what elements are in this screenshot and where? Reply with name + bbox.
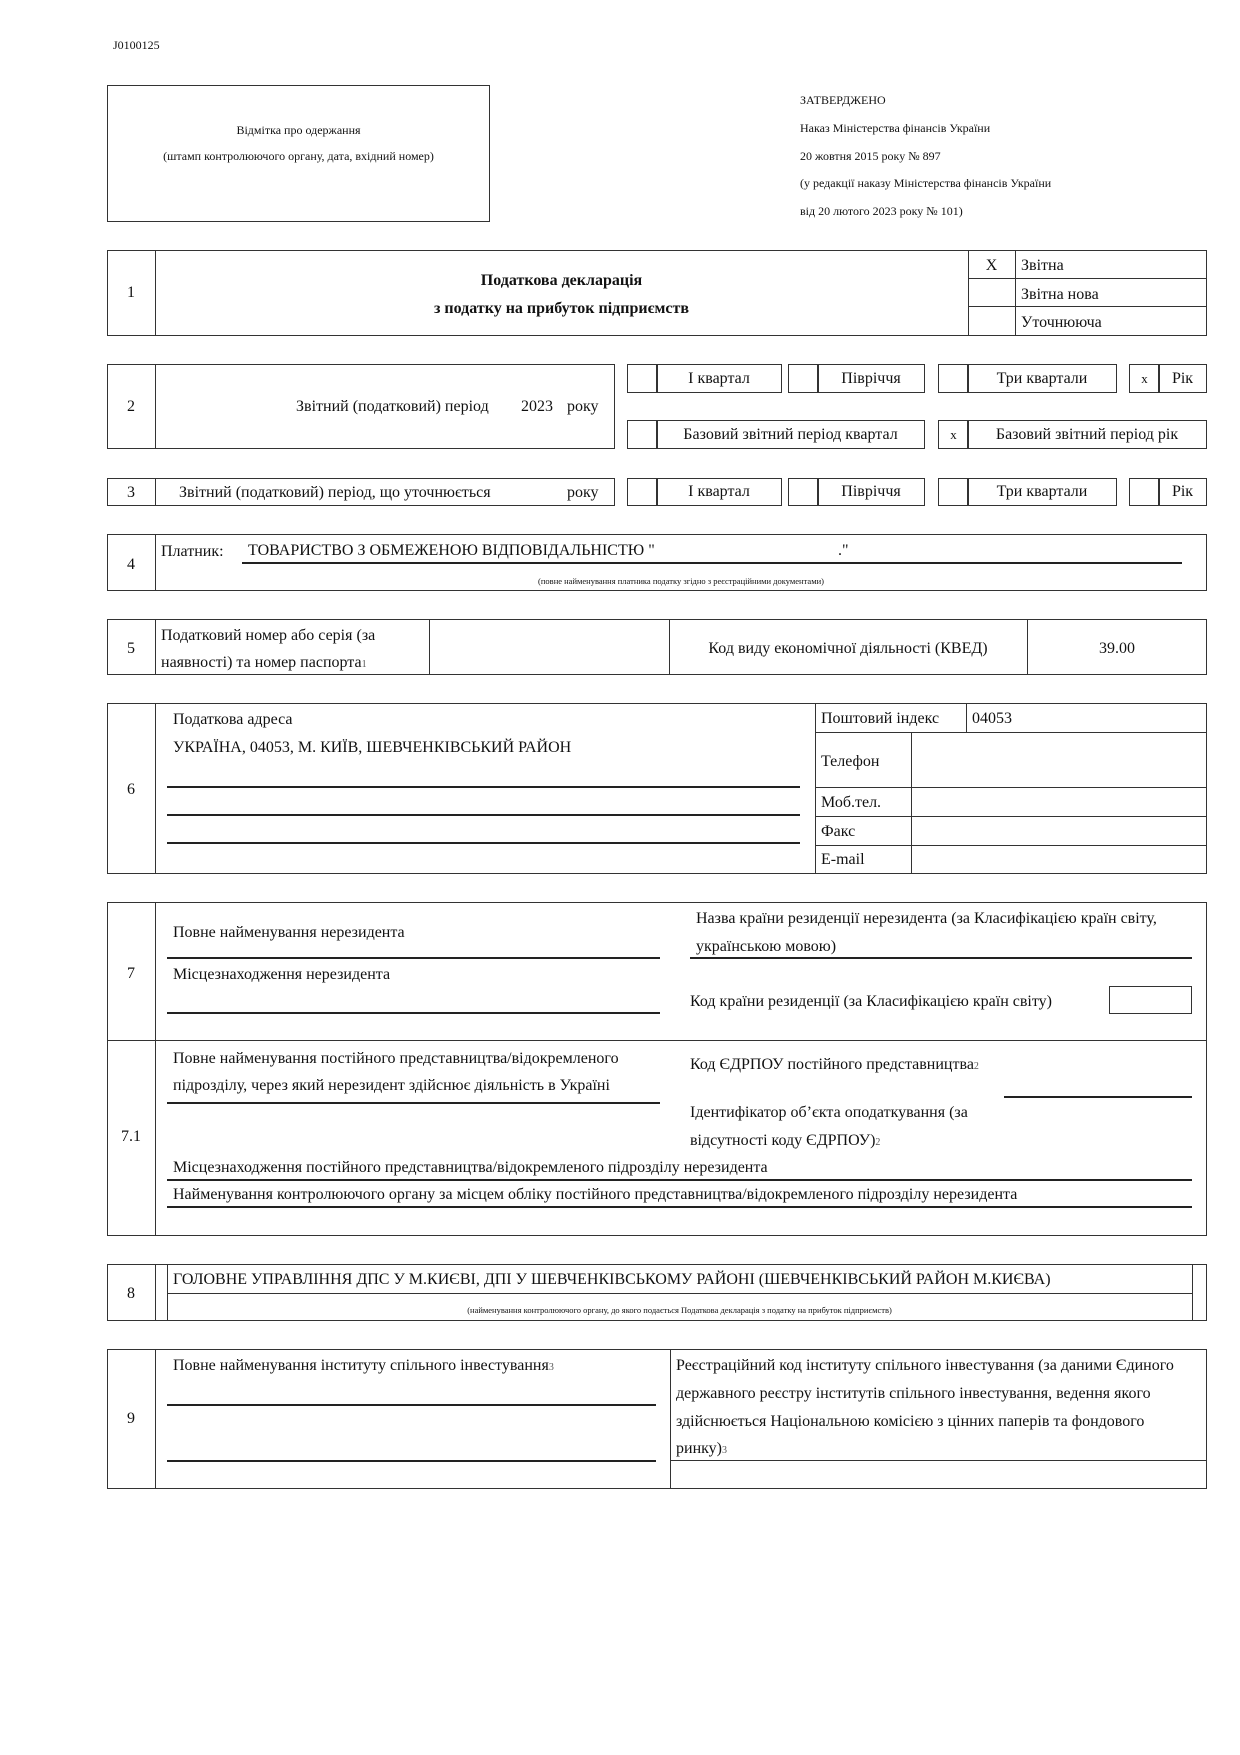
checkbox[interactable] bbox=[627, 420, 658, 449]
approval-line: (у редакції наказу Міністерства фінансів України bbox=[800, 176, 1052, 190]
approval-line: ЗАТВЕРДЖЕНО bbox=[800, 93, 886, 107]
footnote-marker: 3 bbox=[548, 1362, 554, 1373]
checkbox[interactable] bbox=[1129, 478, 1160, 506]
stamp-box-caption: (штамп контролюючого органу, дата, вхідний номер) bbox=[163, 149, 434, 163]
country-name-label-2: українською мовою) bbox=[696, 938, 837, 955]
postal-code-label: Поштовий індекс bbox=[821, 710, 940, 727]
divider bbox=[815, 732, 1207, 733]
option-label: І квартал bbox=[656, 478, 782, 506]
divider bbox=[670, 1349, 671, 1489]
fund-name-label-text: Повне найменування інституту спільного інвестування bbox=[173, 1357, 549, 1374]
nonresident-name-line[interactable] bbox=[167, 957, 660, 959]
checkbox[interactable]: x bbox=[1129, 364, 1160, 393]
postal-code-value[interactable]: 04053 bbox=[972, 710, 1012, 727]
divider bbox=[815, 787, 1207, 788]
section-number: 7.1 bbox=[121, 1128, 141, 1145]
country-name-line[interactable] bbox=[690, 957, 1192, 959]
rep-location-line[interactable] bbox=[167, 1179, 1192, 1181]
approval-line: Наказ Міністерства фінансів України bbox=[800, 121, 991, 135]
declaration-title: Податкова декларація bbox=[480, 272, 643, 289]
declaration-subtitle: з податку на прибуток підприємств bbox=[433, 300, 690, 317]
email-label: E-mail bbox=[821, 851, 865, 868]
taxpayer-name-end: ." bbox=[838, 542, 849, 559]
option-label: Рік bbox=[1158, 364, 1207, 393]
divider bbox=[815, 845, 1207, 846]
footnote-marker: 2 bbox=[875, 1137, 881, 1148]
divider bbox=[155, 478, 156, 506]
rep-name-label: Повне найменування постійного представництва/відокремленого bbox=[173, 1050, 619, 1067]
reg-code-field-top bbox=[670, 1460, 1207, 1461]
fund-name-line[interactable] bbox=[167, 1460, 656, 1462]
divider bbox=[968, 306, 1207, 307]
section-number: 8 bbox=[127, 1285, 135, 1302]
rep-name-line[interactable] bbox=[167, 1102, 660, 1104]
divider bbox=[155, 364, 156, 449]
phone-label: Телефон bbox=[821, 753, 880, 770]
tax-number-label: Податковий номер або серія (за bbox=[161, 627, 376, 644]
checkbox[interactable] bbox=[938, 478, 969, 506]
clarified-period-label: Звітний (податковий) період, що уточнюється bbox=[179, 484, 491, 501]
option-label: Три квартали bbox=[967, 364, 1117, 393]
taxobj-label-2 bbox=[690, 1133, 880, 1149]
divider bbox=[1015, 250, 1016, 336]
checkbox[interactable] bbox=[788, 364, 819, 393]
fax-label: Факс bbox=[821, 823, 856, 840]
rep-name-label-2: підрозділу, через який нерезидент здійснює діяльність в Україні bbox=[173, 1077, 610, 1094]
rep-location-label: Місцезнаходження постійного представництва/відокремленого підрозділу нерезидента bbox=[173, 1159, 768, 1176]
tax-authority-value[interactable]: ГОЛОВНЕ УПРАВЛІННЯ ДПС У М.КИЄВІ, ДПІ У ШЕВЧЕНКІВСЬКОМУ РАЙОНІ (ШЕВЧЕНКІВСЬКИЙ РАЙОН М.КИЄВА) bbox=[173, 1271, 1051, 1288]
rep-authority-line[interactable] bbox=[167, 1206, 1192, 1208]
option-label: Три квартали bbox=[967, 478, 1117, 506]
taxobj-label-text: відсутності коду ЄДРПОУ) bbox=[690, 1132, 876, 1149]
option-label: Півріччя bbox=[817, 364, 925, 393]
divider bbox=[155, 250, 156, 336]
option-label: Базовий звітний період рік bbox=[967, 420, 1207, 449]
divider bbox=[429, 619, 430, 675]
divider bbox=[155, 1264, 156, 1321]
reg-code-label: Реєстраційний код інституту спільного інвестування (за даними Єдиного bbox=[676, 1357, 1174, 1374]
address-line bbox=[167, 842, 800, 844]
option-label: І квартал bbox=[656, 364, 782, 393]
clarified-year-suffix: року bbox=[567, 484, 599, 501]
fund-name-line[interactable] bbox=[167, 1404, 656, 1406]
divider bbox=[1192, 1264, 1193, 1321]
address-line bbox=[167, 786, 800, 788]
divider bbox=[167, 1293, 1192, 1294]
checkbox[interactable] bbox=[627, 364, 658, 393]
section-number: 6 bbox=[127, 781, 135, 798]
country-code-label: Код країни резиденції (за Класифікацією країн світу) bbox=[690, 993, 1052, 1010]
edrpou-line[interactable] bbox=[1004, 1096, 1192, 1098]
taxpayer-name[interactable]: ТОВАРИСТВО З ОБМЕЖЕНОЮ ВІДПОВІДАЛЬНІСТЮ " bbox=[248, 542, 655, 559]
divider bbox=[966, 703, 967, 732]
section-number: 1 bbox=[127, 284, 135, 301]
form-code: J0100125 bbox=[113, 38, 160, 52]
reporting-year[interactable]: 2023 bbox=[521, 398, 553, 415]
divider bbox=[155, 619, 156, 675]
taxpayer-name-underline bbox=[242, 562, 1182, 564]
option-label: Звітна нова bbox=[1021, 286, 1099, 303]
checkbox[interactable]: x bbox=[938, 420, 969, 449]
stamp-box bbox=[107, 85, 490, 222]
section-number: 4 bbox=[127, 556, 135, 573]
taxobj-label: Ідентифікатор об’єкта оподаткування (за bbox=[690, 1104, 968, 1121]
divider bbox=[107, 1040, 1207, 1041]
divider bbox=[155, 703, 156, 874]
nonresident-name-label: Повне найменування нерезидента bbox=[173, 924, 405, 941]
edrpou-label-text: Код ЄДРПОУ постійного представництва bbox=[690, 1056, 974, 1073]
checkbox[interactable] bbox=[627, 478, 658, 506]
option-label: Звітна bbox=[1021, 257, 1064, 274]
footnote-marker: 3 bbox=[722, 1445, 727, 1456]
nonresident-location-label: Місцезнаходження нерезидента bbox=[173, 966, 391, 983]
reg-code-label-2: державного реєстру інститутів спільного інвестування, ведення якого bbox=[676, 1385, 1151, 1402]
divider bbox=[815, 816, 1207, 817]
country-name-label: Назва країни резиденції нерезидента (за Класифікацією країн світу, bbox=[696, 910, 1157, 927]
option-label: Рік bbox=[1158, 478, 1207, 506]
fund-name-label bbox=[173, 1358, 554, 1374]
section-number: 7 bbox=[127, 965, 135, 982]
taxpayer-label: Платник: bbox=[161, 543, 224, 560]
kved-label: Код виду економічної діяльності (КВЕД) bbox=[708, 640, 988, 657]
section-number: 5 bbox=[127, 640, 135, 657]
nonresident-location-line[interactable] bbox=[167, 1012, 660, 1014]
section-6 bbox=[107, 703, 1207, 874]
checkbox-mark[interactable]: X bbox=[985, 257, 998, 274]
stamp-box-title: Відмітка про одержання bbox=[236, 123, 361, 137]
tax-address-label: Податкова адреса bbox=[173, 711, 293, 728]
divider bbox=[968, 278, 1207, 279]
divider bbox=[911, 732, 912, 874]
kved-value[interactable]: 39.00 bbox=[1099, 640, 1135, 657]
reg-code-label-4 bbox=[676, 1441, 727, 1457]
section-number: 2 bbox=[127, 398, 135, 415]
option-label: Півріччя bbox=[817, 478, 925, 506]
reporting-year-suffix: року bbox=[567, 398, 599, 415]
tax-number-label-2 bbox=[161, 655, 367, 671]
tax-address-value[interactable]: УКРАЇНА, 04053, М. КИЇВ, ШЕВЧЕНКІВСЬКИЙ РАЙОН bbox=[173, 739, 572, 756]
footnote-marker: 2 bbox=[973, 1061, 979, 1072]
option-label: Уточнююча bbox=[1021, 314, 1102, 331]
approval-line: від 20 лютого 2023 року № 101) bbox=[800, 204, 963, 218]
checkbox[interactable] bbox=[938, 364, 969, 393]
reg-code-label-3: здійснюється Національною комісією з цінних паперів та фондового bbox=[676, 1413, 1145, 1430]
taxpayer-caption: (повне найменування платника податку згідно з реєстраційними документами) bbox=[538, 576, 824, 586]
option-label: Базовий звітний період квартал bbox=[656, 420, 925, 449]
address-line bbox=[167, 814, 800, 816]
divider bbox=[155, 1349, 156, 1489]
tax-authority-caption: (найменування контролюючого органу, до якого подається Податкова декларація з податку на прибуток підприємств) bbox=[467, 1305, 892, 1315]
reg-code-field[interactable] bbox=[672, 1462, 1205, 1487]
country-code-field[interactable] bbox=[1109, 986, 1192, 1014]
divider bbox=[155, 902, 156, 1236]
divider bbox=[815, 703, 816, 874]
edrpou-label bbox=[690, 1057, 979, 1073]
section-number: 9 bbox=[127, 1410, 135, 1427]
checkbox[interactable] bbox=[788, 478, 819, 506]
rep-authority-label: Найменування контролюючого органу за місцем обліку постійного представництва/відокремленого підрозділу нерезидента bbox=[173, 1186, 1018, 1203]
approval-line: 20 жовтня 2015 року № 897 bbox=[800, 149, 941, 163]
footnote-marker: 1 bbox=[361, 659, 367, 670]
reporting-period-label: Звітний (податковий) період bbox=[296, 398, 489, 415]
section-number: 3 bbox=[127, 484, 135, 501]
tax-number-label-text: наявності) та номер паспорта bbox=[161, 654, 362, 671]
reg-code-label-text: ринку) bbox=[676, 1440, 722, 1457]
mobile-label: Моб.тел. bbox=[821, 794, 882, 811]
